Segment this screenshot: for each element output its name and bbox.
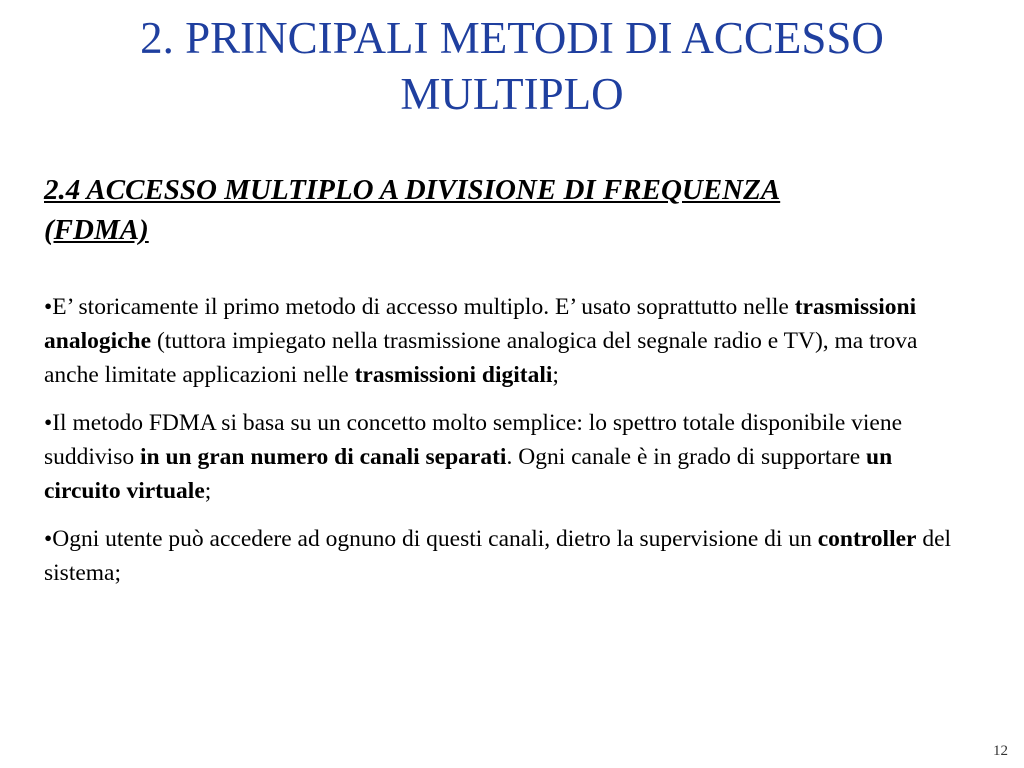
page-number: 12 [993,743,1008,759]
bullet-item-2 [44,406,974,508]
bullet-2-bold-1: in un gran numero di canali separati [139,444,507,470]
bullet-2-text-2: . Ogni canale è in grado di supportare [506,444,867,470]
bullet-1-text-1: •E’ storicamente il primo metodo di accesso multiplo. E’ usato soprattutto nelle [44,294,795,320]
bullet-1-text-2: (tuttora impiegato nella trasmissione analogica del segnale radio e TV), ma trova anche limitate applicazioni nelle [44,328,918,388]
bullet-3-text-1: •Ogni utente può accedere ad ognuno di questi canali, dietro la supervisione di un [44,526,818,552]
bullet-2-text-1: •Il metodo FDMA si basa su un concetto molto semplice: lo spettro totale disponibile viene suddiviso [44,410,903,470]
bullet-1-text-3: ; [552,362,559,388]
bullet-2-text-3: ; [204,478,212,504]
bullet-item-1 [44,290,974,392]
bullet-3-bold-1: controller [817,526,917,552]
bullet-list [44,290,974,604]
slide-title-line-2: MULTIPLO [400,69,624,119]
section-heading-line-1: 2.4 ACCESSO MULTIPLO A DIVISIONE DI FREQUENZA [44,174,781,206]
bullet-3-text-2: del sistema; [44,526,952,586]
slide-title [40,10,984,122]
slide-title-line-1: 2. PRINCIPALI METODI DI ACCESSO [140,13,884,63]
bullet-1-bold-2: trasmissioni digitali [354,362,553,388]
bullet-1-bold-1: trasmissioni analogiche [44,294,917,354]
bullet-2-bold-2: un circuito virtuale [44,444,893,504]
section-heading [44,170,944,250]
bullet-item-3 [44,522,974,590]
section-heading-line-2: (FDMA) [44,214,149,246]
